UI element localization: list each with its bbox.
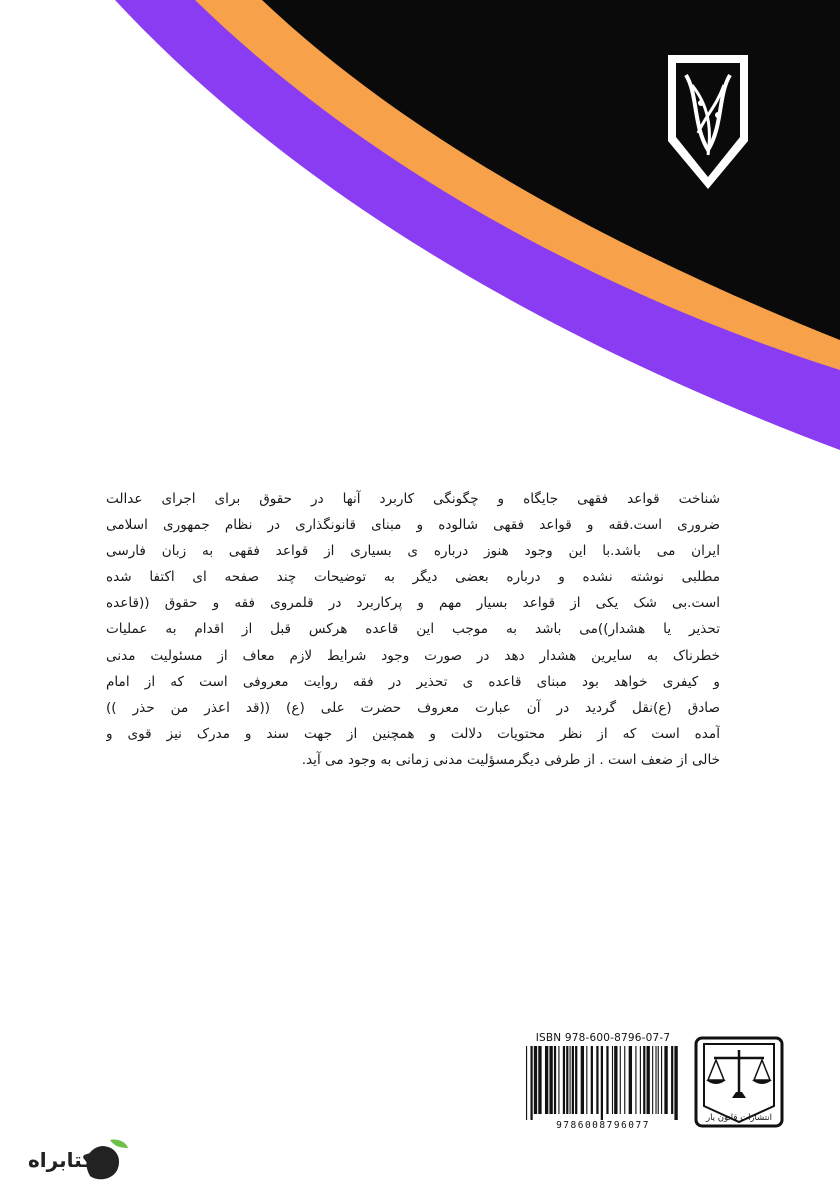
barcode-bar: [572, 1046, 574, 1114]
blurb-line: است.بی شک یکی از قواعد بسیار مهم و پرکاربرد در قلمروی فقه و حقوق ((قاعده: [106, 595, 720, 612]
barcode-bar: [674, 1046, 677, 1120]
barcode-bar: [526, 1046, 527, 1120]
barcode: [520, 1032, 686, 1132]
barcode-bar: [635, 1046, 636, 1114]
barcode-bar: [591, 1046, 593, 1114]
barcode-bar: [612, 1046, 613, 1114]
barcode-bar: [570, 1046, 571, 1114]
barcode-bar: [661, 1046, 662, 1114]
store-name: کتابراه: [28, 1148, 94, 1172]
blurb-line: ایران می باشد.با این وجود هنوز درباره ی بسیاری از قواعد فقهی به زبان فارسی: [106, 543, 720, 560]
blurb-line: ضروری است.فقه و قواعد فقهی شالوده و مبنای قانونگذاری در نظام جمهوری اسلامی: [106, 517, 720, 534]
barcode-bar: [581, 1046, 584, 1114]
barcode-bar: [606, 1046, 608, 1114]
blurb-line: صادق (ع)نقل گردید در آن عبارت معروف حضرت علی (ع) ((قد اعذر من حذر )): [106, 699, 720, 716]
barcode-bar: [563, 1046, 565, 1114]
barcode-bar: [643, 1046, 645, 1114]
barcode-bar: [554, 1046, 556, 1114]
barcode-bar: [658, 1046, 659, 1114]
barcode-bar: [601, 1046, 603, 1120]
barcode-bar: [538, 1046, 541, 1114]
barcode-bar: [624, 1046, 625, 1114]
barcode-bar: [566, 1046, 568, 1114]
isbn-label: ISBN 978-600-8796-07-7: [535, 1032, 671, 1044]
barcode-bar: [652, 1046, 653, 1114]
cover-swoosh-bands: [0, 0, 840, 460]
barcode-bar: [671, 1046, 673, 1114]
barcode-bar: [545, 1046, 548, 1114]
blurb-line: آمده است که از نظر محتویات دلالت و همچنین از جهت سند و مدرک نیز قوی و: [106, 725, 720, 742]
blurb-line: تحذیر یا هشدار))می باشد به موجب این قاعده هرکس قبل از اقدام به عملیات: [106, 621, 720, 638]
barcode-bar: [647, 1046, 650, 1114]
blurb-line: و کیفری خواهد بود مبنای قاعده ی تحذیر در فقه روایت معروفی است که از امام: [106, 673, 720, 690]
barcode-bar: [558, 1046, 559, 1114]
blurb-line: خالی از ضعف است . از طرفی دیگرمسؤلیت مدنی زمانی به وجود می آید.: [301, 751, 720, 768]
barcode-bar: [664, 1046, 667, 1114]
barcode-bar: [640, 1046, 641, 1114]
barcode-bar: [620, 1046, 621, 1114]
ean-digits: 9786008796077: [556, 1120, 650, 1131]
barcode-bar: [575, 1046, 577, 1114]
barcode-bar: [534, 1046, 537, 1114]
barcode-bar: [530, 1046, 532, 1120]
barcode-bar: [655, 1046, 656, 1114]
blurb-line: شناخت قواعد فقهی جایگاه و چگونگی کاربرد آنها در حقوق برای اجرای عدالت: [106, 491, 720, 507]
barcode-bar: [586, 1046, 587, 1114]
back-cover-blurb: [106, 486, 720, 773]
blurb-line: خطرناک به سایرین هشدار دهد در صورت وجود شرایط لازم معاف از مسئولیت مدنی: [106, 647, 720, 664]
blurb-line: مطلبی نوشته نشده و درباره بعضی دیگر به توضیحات چند صفحه ای اکتفا شده: [106, 569, 720, 586]
barcode-bar: [596, 1046, 598, 1114]
barcode-bar: [614, 1046, 617, 1114]
publisher-name: انتشارات قانون یار: [705, 1113, 773, 1123]
barcode-bar: [629, 1046, 632, 1114]
barcode-bar: [549, 1046, 552, 1114]
barcode-bars: [526, 1046, 680, 1120]
